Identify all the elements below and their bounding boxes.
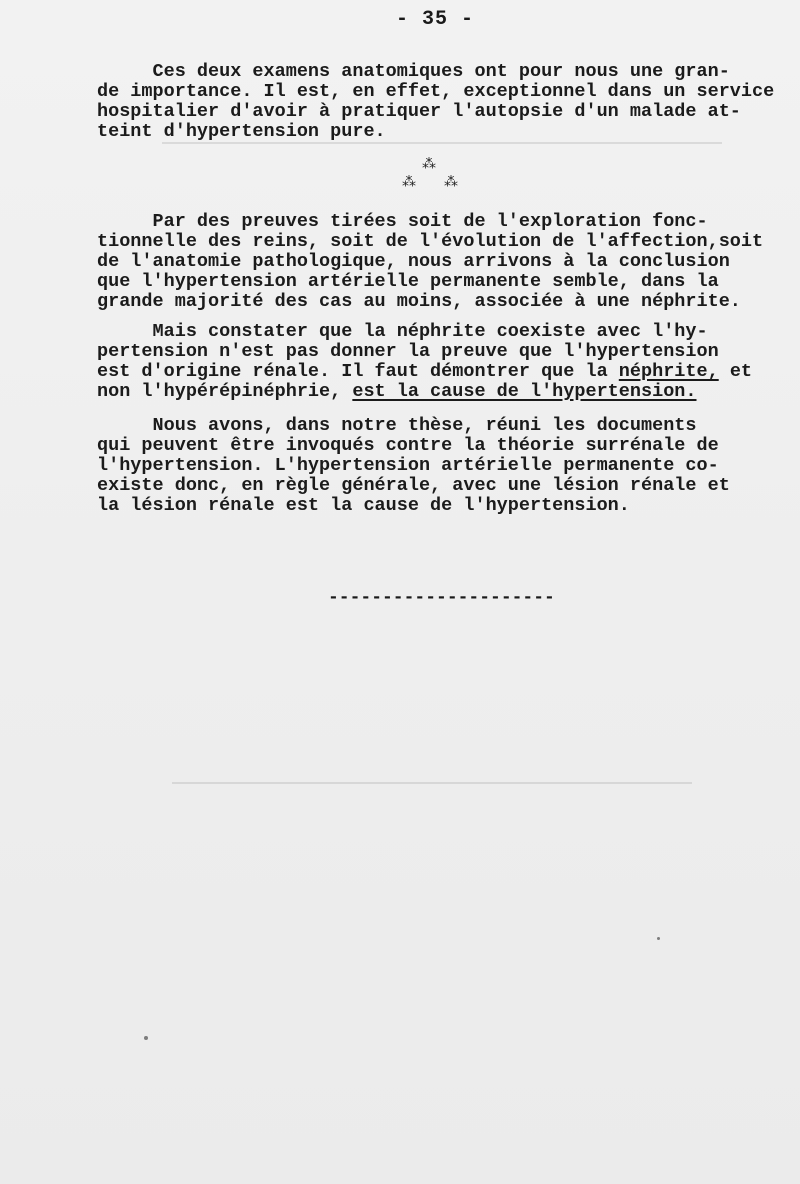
text-line: existe donc, en règle générale, avec une lésion rénale et [97,475,730,496]
underlined-text: néphrite, [618,361,719,382]
text-line: teint d'hypertension pure. [97,121,386,142]
text-line: hospitalier d'avoir à pratiquer l'autopsie d'un malade at- [97,101,741,122]
paragraph-thesis [97,416,762,516]
text-line: pertension n'est pas donner la preuve que l'hypertension [97,341,719,362]
text-line: Ces deux examens anatomiques ont pour nous une gran- [97,61,730,82]
asterism-star: ⁂ [422,157,436,173]
text-line: la lésion rénale est la cause de l'hypertension. [97,495,630,516]
text-line: tionnelle des reins, soit de l'évolution de l'affection,soit [97,231,764,252]
text-line: de l'anatomie pathologique, nous arrivons à la conclusion [97,251,730,272]
text-line: l'hypertension. L'hypertension artérielle permanente co- [97,455,719,476]
text-segment: est d'origine rénale. Il faut démontrer que la [97,361,619,382]
text-segment: et [718,361,753,382]
text-line: grande majorité des cas au moins, associée à une néphrite. [97,291,741,312]
show-through-texture [82,760,782,784]
asterism-star: ⁂ [444,175,458,191]
paragraph-evidence [97,212,762,312]
underlined-text: est la cause de l'hypertension. [352,381,697,402]
asterism-divider [392,152,472,192]
page-number: - 35 - [396,8,475,31]
paragraph-nephritis-proof [97,322,762,402]
text-line: de importance. Il est, en effet, exceptionnel dans un service [97,81,775,102]
text-line: Par des preuves tirées soit de l'exploration fonc- [97,211,708,232]
ink-speck [144,1036,148,1040]
text-line: Nous avons, dans notre thèse, réuni les documents [97,415,697,436]
paragraph-anatomical-exams [97,61,775,142]
text-line: que l'hypertension artérielle permanente semble, dans la [97,271,719,292]
text-line: qui peuvent être invoqués contre la théorie surrénale de [97,435,719,456]
ink-speck [657,937,660,940]
asterism-star: ⁂ [402,175,416,191]
dash-separator: --------------------- [328,588,555,608]
text-line [97,362,762,382]
text-segment: non l'hypérépinéphrie, [97,381,353,402]
text-line: Mais constater que la néphrite coexiste avec l'hy- [97,321,708,342]
text-line [97,382,762,402]
